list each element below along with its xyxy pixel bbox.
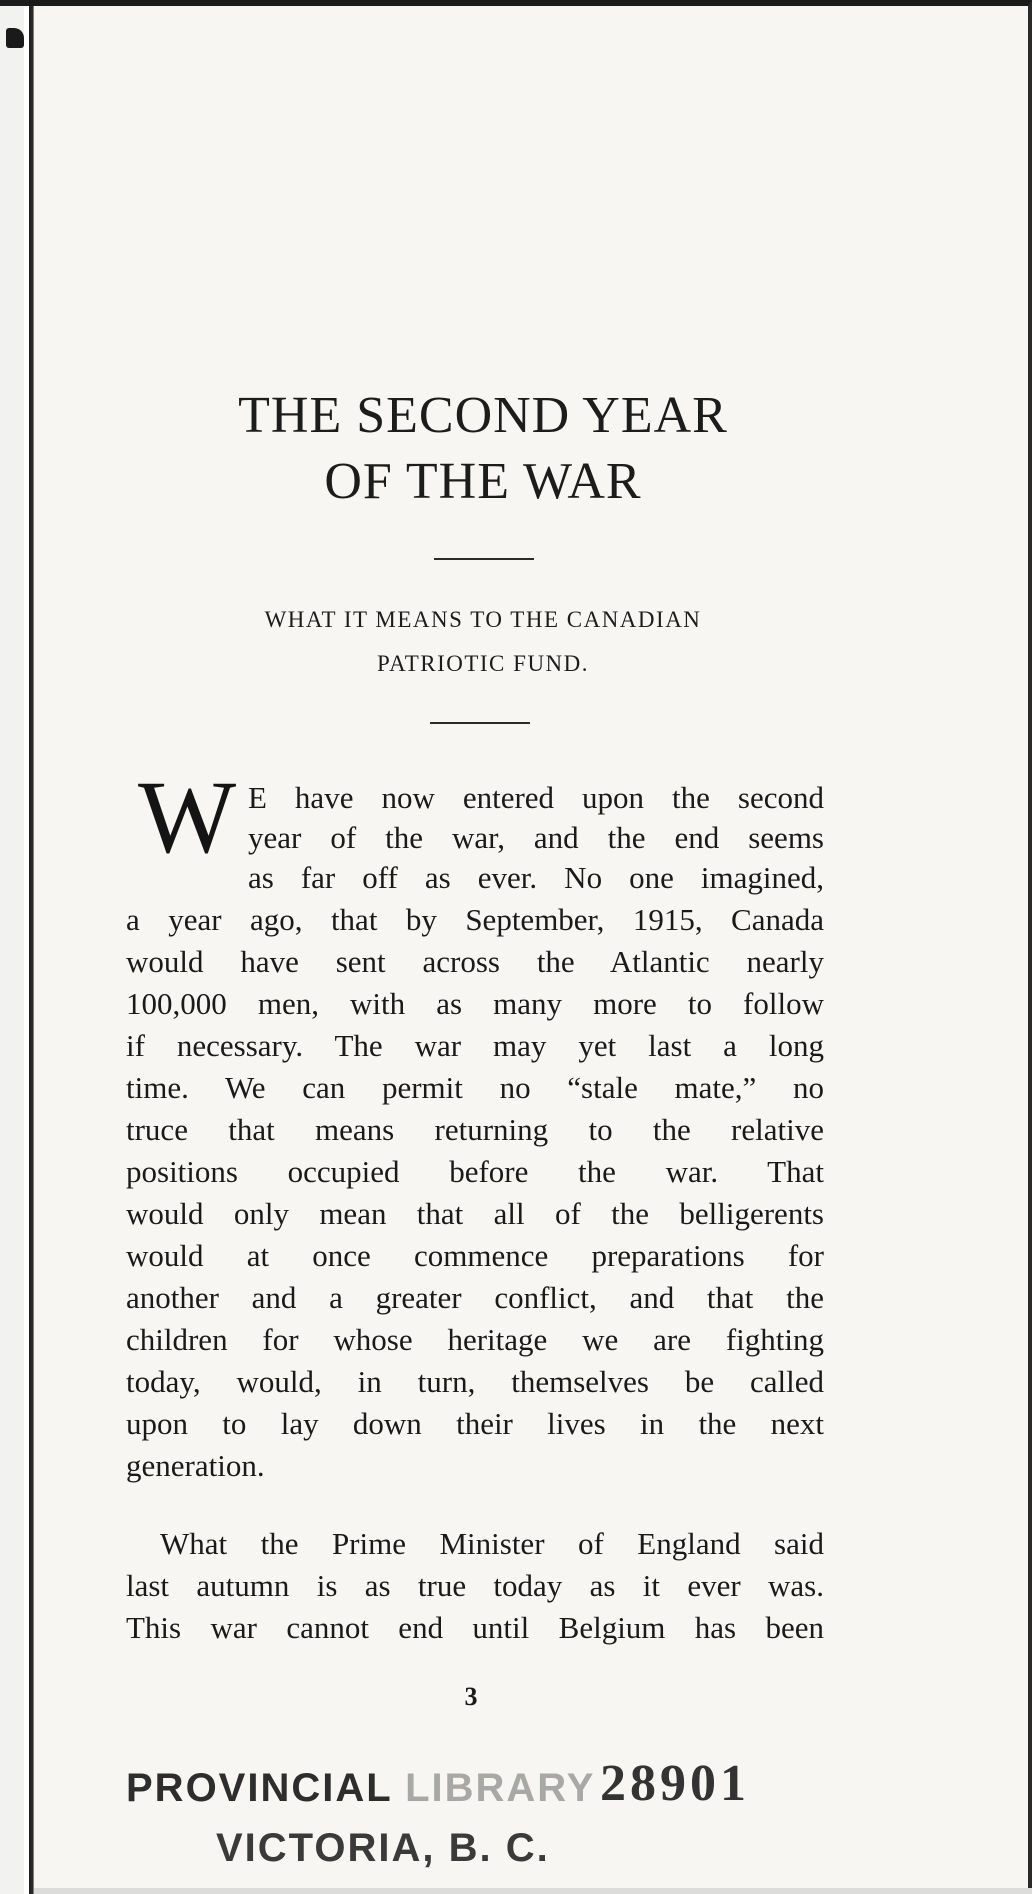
subtitle-divider bbox=[430, 722, 530, 724]
page-number: 3 bbox=[464, 1682, 478, 1711]
body-line: as far off as ever. No one imagined, bbox=[248, 860, 824, 895]
stamp-word-library: LIBRARY bbox=[391, 1766, 596, 1810]
body-line: a year ago, that by September, 1915, Canada bbox=[126, 902, 824, 937]
binding-margin bbox=[0, 6, 24, 1894]
body-line: positions occupied before the war. That bbox=[126, 1154, 824, 1189]
body-line: E have now entered upon the second bbox=[248, 780, 824, 815]
body-line: time. We can permit no “stale mate,” no bbox=[126, 1070, 824, 1105]
body-line: if necessary. The war may yet last a long bbox=[126, 1028, 824, 1063]
body-line: would at once commence preparations for bbox=[126, 1238, 824, 1273]
accession-number: 28901 bbox=[600, 1755, 750, 1812]
body-line: truce that means returning to the relative bbox=[126, 1112, 824, 1147]
body-line: year of the war, and the end seems bbox=[248, 820, 824, 855]
subtitle-line-1: WHAT IT MEANS TO THE CANADIAN bbox=[264, 607, 702, 632]
body-line: children for whose heritage we are fighting bbox=[126, 1322, 824, 1357]
body-line: generation. bbox=[126, 1448, 265, 1483]
subtitle-line-2: PATRIOTIC FUND. bbox=[376, 651, 590, 676]
body-line: would only mean that all of the belligerents bbox=[126, 1196, 824, 1231]
drop-cap: W bbox=[138, 760, 237, 875]
body-line: upon to lay down their lives in the next bbox=[126, 1406, 824, 1441]
body-line: last autumn is as true today as it ever was. bbox=[126, 1568, 824, 1603]
page-edge-shadow bbox=[24, 6, 34, 1894]
stamp-word-provincial: PROVINCIAL bbox=[126, 1766, 392, 1810]
corner-ink-mark bbox=[6, 28, 24, 48]
body-line: What the Prime Minister of England said bbox=[160, 1526, 824, 1561]
title-divider bbox=[434, 558, 534, 560]
body-line: another and a greater conflict, and that the bbox=[126, 1280, 824, 1315]
body-line: This war cannot end until Belgium has been bbox=[126, 1610, 824, 1645]
body-line: 100,000 men, with as many more to follow bbox=[126, 986, 824, 1021]
library-stamp-line-2: VICTORIA, B. C. bbox=[216, 1826, 550, 1870]
body-line: would have sent across the Atlantic nearly bbox=[126, 944, 824, 979]
title-line-1: THE SECOND YEAR bbox=[238, 387, 728, 444]
body-line: today, would, in turn, themselves be called bbox=[126, 1364, 824, 1399]
library-stamp-line-1 bbox=[126, 1766, 595, 1811]
title-line-2: OF THE WAR bbox=[324, 453, 642, 510]
